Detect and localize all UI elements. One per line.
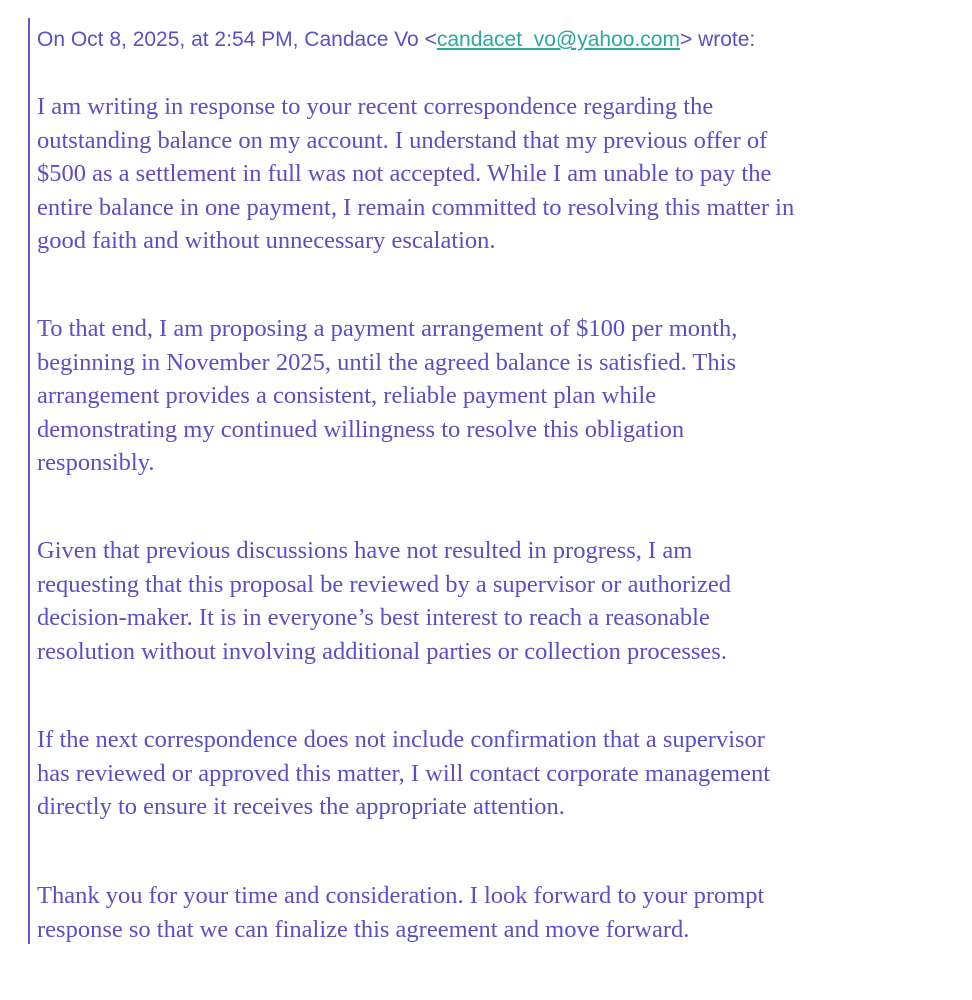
paragraph-line: arrangement provides a consistent, reliable payment plan while [37, 382, 657, 410]
paragraph-line: response so that we can finalize this agreement and move forward. [37, 915, 690, 943]
paragraph-line: decision-maker. It is in everyone’s best interest to reach a reasonable [37, 604, 710, 632]
quoted-message-body [37, 18, 942, 943]
paragraph-line: good faith and without unnecessary escalation. [37, 227, 496, 255]
paragraph-2 [37, 312, 942, 480]
paragraph-line: outstanding balance on my account. I understand that my previous offer of [37, 126, 768, 154]
paragraph-line: Given that previous discussions have not resulted in progress, I am [37, 537, 693, 564]
paragraph-1 [37, 90, 942, 258]
paragraph-line: has reviewed or approved this matter, I will contact corporate management [37, 759, 771, 787]
paragraph-line: entire balance in one payment, I remain committed to resolving this matter in [37, 193, 795, 221]
paragraph-line: beginning in November 2025, until the agreed balance is satisfied. This [37, 348, 736, 376]
paragraph-line: resolution without involving additional parties or collection processes. [37, 637, 727, 665]
paragraph-3 [37, 534, 942, 668]
quote-attribution [37, 18, 942, 62]
paragraph-line: If the next correspondence does not include confirmation that a supervisor [37, 726, 765, 753]
quoted-message [28, 18, 948, 944]
paragraph-line: To that end, I am proposing a payment arrangement of $100 per month, [37, 315, 738, 342]
quote-bar [28, 18, 30, 944]
sender-email-link[interactable]: candacet_vo@yahoo.com [436, 28, 680, 51]
paragraph-line: demonstrating my continued willingness to resolve this obligation [37, 415, 685, 443]
paragraph-5 [37, 879, 942, 946]
paragraph-line: $500 as a settlement in full was not accepted. While I am unable to pay the [37, 160, 772, 188]
attribution-suffix: > wrote: [679, 28, 756, 51]
paragraph-line: responsibly. [37, 449, 155, 477]
attribution-prefix: On Oct 8, 2025, at 2:54 PM, Candace Vo < [37, 28, 437, 51]
paragraph-4 [37, 723, 942, 824]
paragraph-line: requesting that this proposal be reviewed by a supervisor or authorized [37, 570, 731, 598]
paragraph-line: Thank you for your time and consideration. I look forward to your prompt [37, 882, 765, 909]
paragraph-line: I am writing in response to your recent correspondence regarding the [37, 93, 714, 120]
paragraph-line: directly to ensure it receives the appropriate attention. [37, 793, 565, 821]
